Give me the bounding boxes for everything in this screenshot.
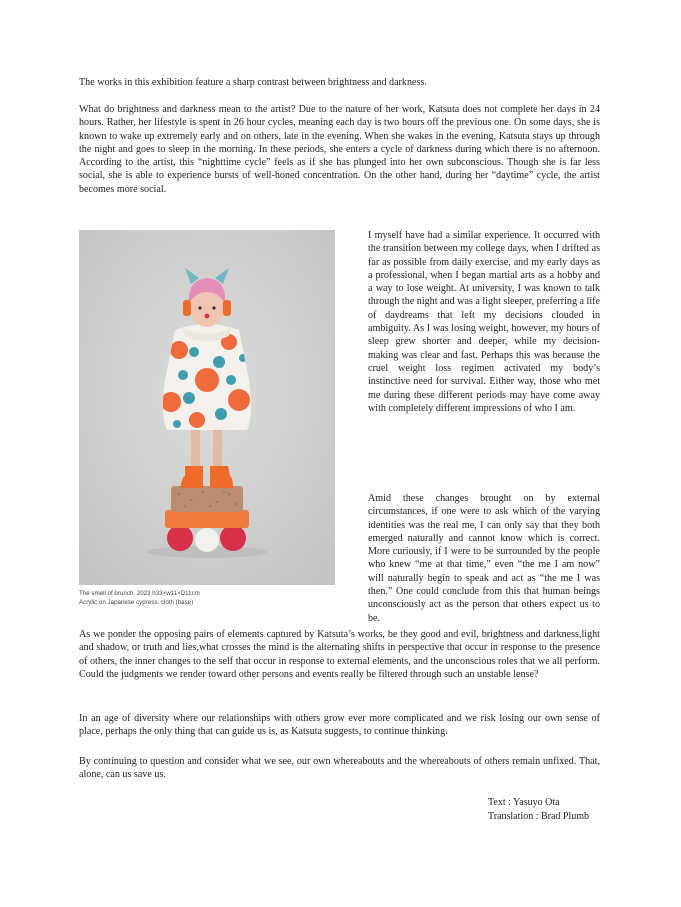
figure-caption	[79, 589, 339, 607]
sculpture-illustration	[79, 230, 335, 585]
right-column-paragraph-2: Amid these changes brought on by external circumstances, if one were to ask which of the varying identities was the real me, I can only say that they both emerged naturally and cannot know which is correct. More curiously, if I were to be surrounded by the people who knew “me at that time,” even “the me I am now” will naturally begin to speak and act as “the me I was then.” One could conclude from this that human beings unconsciously act as the person that others expect us to be.	[368, 493, 600, 624]
paragraph-opposing-pairs: As we ponder the opposing pairs of elements captured by Katsuta’s works, be they good and evil, brightness and darkness,light and shadow, or truth and lies,what crosses the mind is the alternating shifts in perspective that occur in response to the presence of others, the inner changes to the self that occur in response to external elements, and the unconscious roles that we all perform. Could the judgments we render toward other persons and events really be filtered through such an unstable lense?	[79, 629, 600, 680]
intro-paragraph: The works in this exhibition feature a sharp contrast between brightness and darkness.	[79, 77, 427, 88]
sculpture-photo	[79, 230, 335, 585]
caption-title: The smell of brunch, 2023 h33×w11×D11cm	[79, 590, 200, 597]
credit-author: Text : Yasuyo Ota	[488, 797, 560, 808]
caption-materials: Acrylic on Japanese cypress, cloth (base)	[79, 599, 194, 606]
paragraph-age-of-diversity: In an age of diversity where our relationships with others grow ever more complicated and we risk losing our own sense of place, perhaps the only thing that can guide us is, as Katsuta suggests, to continue thinking.	[79, 713, 600, 738]
credits	[488, 796, 589, 823]
credit-translator: Translation : Brad Plumb	[488, 810, 590, 822]
paragraph-brightness-darkness: What do brightness and darkness mean to the artist? Due to the nature of her work, Katsuta does not complete her days in 24 hours. Rather, her lifestyle is spent in 26 hour cycles, meaning each day is two hours off the previous one. On some days, she is known to wake up extremely early and on others, late in the evening. When she wakes in the evening, Katsuta stays up through the night and goes to sleep in the morning. In these periods, she enters a cycle of darkness during which there is no afternoon. According to the artist, this “nighttime cycle” feels as if she has plunged into her own subconscious. Though she is far less social, she is able to experience bursts of well-honed concentration. On the other hand, during her “daytime” cycle, the artist becomes more social.	[79, 104, 600, 195]
paragraph-conclusion: By continuing to question and consider what we see, our own whereabouts and the whereabouts of others remain unfixed. That, alone, can us save us.	[79, 756, 600, 781]
right-column-paragraph-1: I myself have had a similar experience. It occurred with the transition between my college days, when I drifted as far as possible from daily exercise, and my early days as a professional, when I began martial arts as a hobby and a way to lose weight. At university, I was known to talk through the night and was a light sleeper, preferring a life of daydreams that left my decisions clouded in ambiguity. As I was losing weight, however, my hours of sleep grew shorter and deeper, while my decision-making was clear and fast. Perhaps this was because the cruel weight loss regimen activated my body’s instinctive need for survival. Either way, those who met me during these different periods may have come away with completely different impressions of who I am.	[368, 230, 600, 414]
